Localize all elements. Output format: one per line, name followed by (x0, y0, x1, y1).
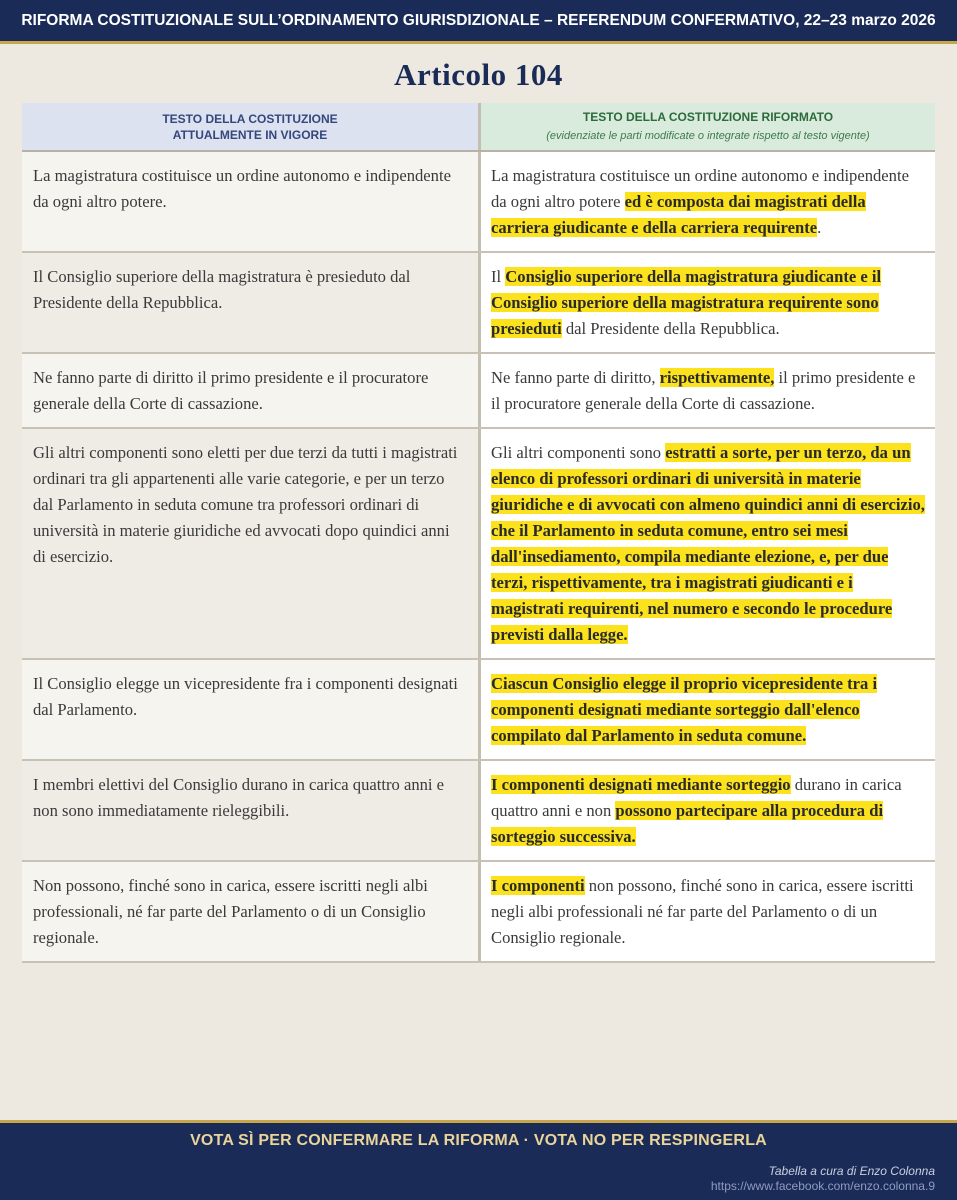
highlighted-change: rispettivamente, (659, 368, 775, 387)
unchanged-text: Ne fanno parte di diritto, (491, 368, 660, 387)
banner-text: RIFORMA COSTITUZIONALE SULL’ORDINAMENTO GIURISDIZIONALE – REFERENDUM CONFERMATIVO, 22–23 marzo 2026 (21, 11, 936, 29)
unchanged-text: La magistratura costituisce un ordine autonomo e indipendente da ogni altro potere (491, 166, 909, 211)
current-text-cell: Il Consiglio elegge un vicepresidente fra i componenti designati dal Parlamento. (22, 660, 478, 759)
highlighted-change: I componenti (491, 876, 585, 895)
current-header-line1: TESTO DELLA COSTITUZIONE (162, 111, 338, 126)
unchanged-text: Gli altri componenti sono (491, 443, 666, 462)
current-text-cell: I membri elettivi del Consiglio durano in carica quattro anni e non sono immediatamente rieleggibili. (22, 761, 478, 860)
highlighted-change: possono partecipare alla procedura di sorteggio successiva. (491, 801, 884, 846)
referendum-banner (0, 0, 957, 44)
table-row (22, 253, 935, 354)
highlighted-change: I componenti designati mediante sorteggio (491, 775, 791, 794)
table-row (22, 761, 935, 862)
reformed-text-cell (478, 862, 935, 961)
credit-block (711, 1164, 935, 1194)
table-row (22, 660, 935, 761)
table-body (22, 150, 935, 963)
table-row (22, 429, 935, 660)
highlighted-change: Consiglio superiore della magistratura giudicante e il Consiglio superiore della magistratura requirente sono presieduti (491, 267, 882, 338)
current-text-cell: Il Consiglio superiore della magistratura è presieduto dal Presidente della Repubblica. (22, 253, 478, 352)
unchanged-text: dal Presidente della Repubblica. (561, 319, 780, 338)
reformed-text-cell (478, 660, 935, 759)
reformed-text-cell (478, 152, 935, 251)
reformed-text-cell (478, 253, 935, 352)
table-row (22, 152, 935, 253)
highlighted-change: estratti a sorte, per un terzo, da un elenco di professori ordinari di università in materie giuridiche e di avvocati con almeno quindici anni di esercizio, che il Parlamento in seduta comune, entro sei mesi dall'insediamento, compila mediante elezione, e, per due terzi, rispettivamente, tra i magistrati giudicanti e i magistrati requirenti, nel numero e secondo le procedure previsti dalla legge. (491, 443, 925, 644)
current-text-cell: Non possono, finché sono in carica, essere iscritti negli albi professionali, né far parte del Parlamento o di un Consiglio regionale. (22, 862, 478, 961)
page-title: Articolo 104 (394, 57, 563, 92)
unchanged-text: Il (491, 267, 506, 286)
current-text-cell: La magistratura costituisce un ordine autonomo e indipendente da ogni altro potere. (22, 152, 478, 251)
current-text-header (22, 103, 478, 150)
current-text-cell: Gli altri componenti sono eletti per due terzi da tutti i magistrati ordinari tra gli appartenenti alle varie categorie, e per un terzo dal Parlamento in seduta comune tra professori ordinari di università in materie giuridiche ed avvocati dopo quindici anni di esercizio. (22, 429, 478, 658)
credit-url: https://www.facebook.com/enzo.colonna.9 (710, 1179, 935, 1193)
unchanged-text: durano in carica quattro anni e non (491, 775, 902, 820)
current-text-cell: Ne fanno parte di diritto il primo presidente e il procuratore generale della Corte di cassazione. (22, 354, 478, 427)
title-band (0, 47, 957, 103)
highlighted-change: Ciascun Consiglio elegge il proprio vicepresidente tra i componenti designati mediante sorteggio dall'elenco compilato dal Parlamento in seduta comune. (491, 674, 878, 745)
reformed-text-cell (478, 429, 935, 658)
reformed-header-title: TESTO DELLA COSTITUZIONE RIFORMATO (582, 110, 834, 124)
footer (0, 1120, 957, 1200)
comparison-table (22, 103, 935, 963)
table-header (22, 103, 935, 150)
unchanged-text: non possono, finché sono in carica, essere iscritti negli albi professionali né far parte del Parlamento o di un Consiglio regionale. (491, 876, 914, 947)
table-row (22, 354, 935, 429)
reformed-text-header (478, 103, 935, 150)
vote-slogan: VOTA SÌ PER CONFERMARE LA RIFORMA · VOTA NO PER RESPINGERLA (190, 1132, 767, 1149)
current-header-line2: ATTUALMENTE IN VIGORE (172, 127, 328, 142)
reformed-header-note: (evidenziate le parti modificate o integrate rispetto al testo vigente) (546, 130, 870, 142)
credit-text: Tabella a cura di Enzo Colonna (768, 1164, 935, 1178)
reformed-text-cell (478, 354, 935, 427)
unchanged-text: il primo presidente e il procuratore generale della Corte di cassazione. (491, 368, 916, 413)
unchanged-text: . (817, 218, 822, 237)
reformed-text-cell (478, 761, 935, 860)
table-row (22, 862, 935, 963)
highlighted-change: ed è composta dai magistrati della carriera giudicante e della carriera requirente (491, 192, 866, 237)
